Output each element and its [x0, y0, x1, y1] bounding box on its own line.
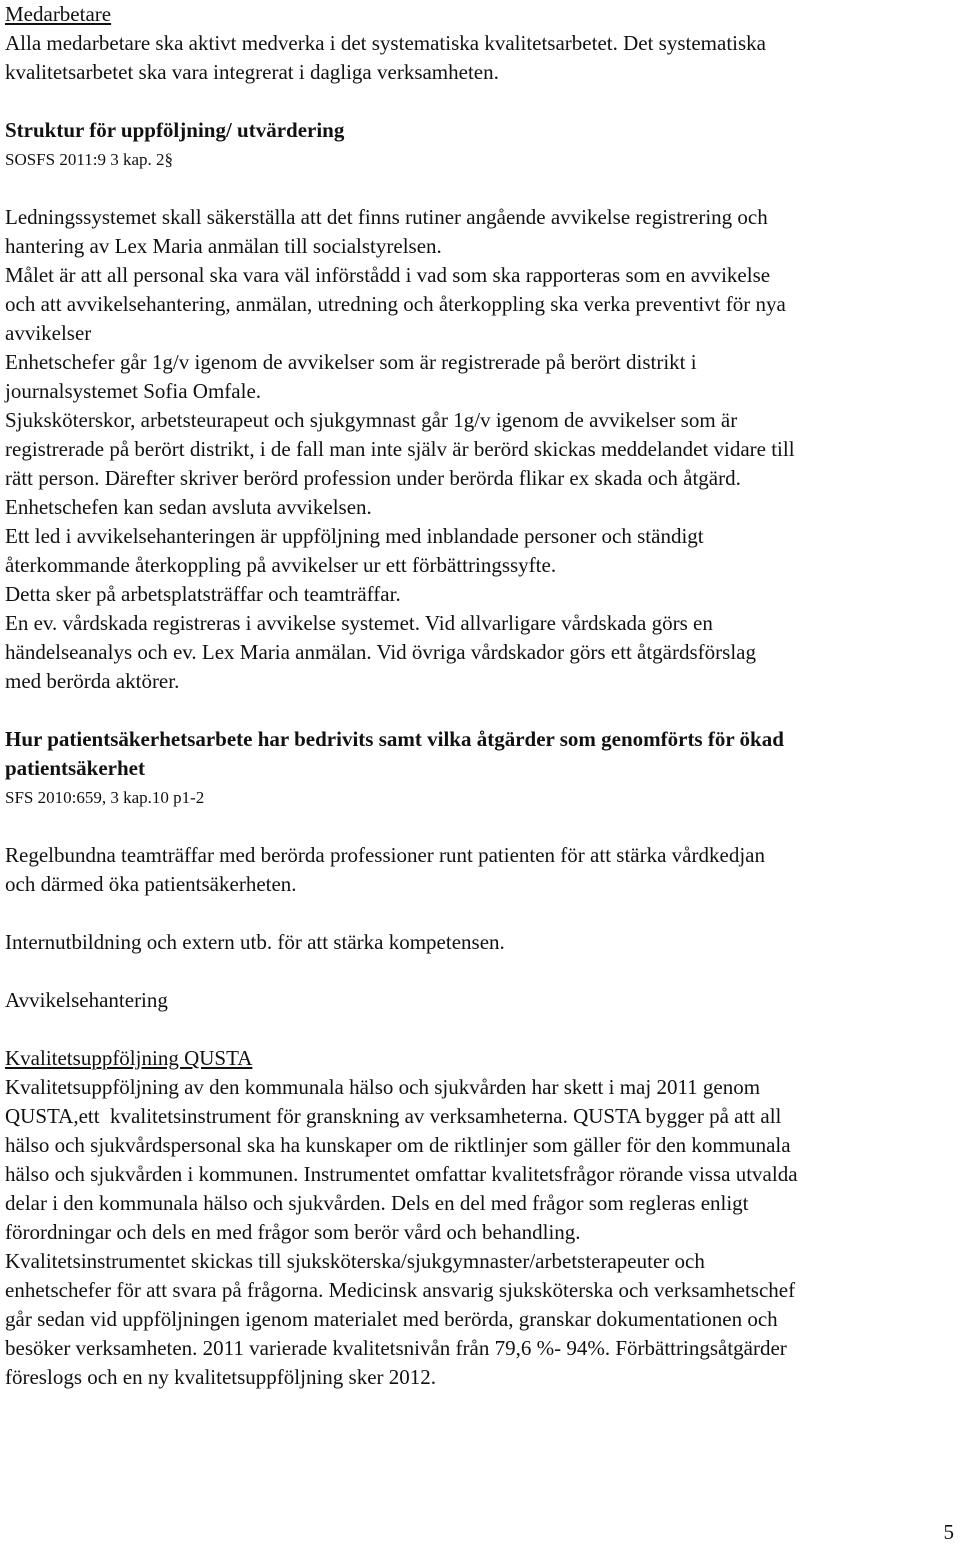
spacer — [5, 174, 957, 203]
paragraph-line: journalsystemet Sofia Omfale. — [5, 379, 262, 403]
document-page — [5, 0, 957, 1392]
paragraph-line: Avvikelsehantering — [5, 988, 168, 1012]
paragraph-line: enhetschefer för att svara på frågorna. Medicinsk ansvarig sjuksköterska och verksamhetschef — [5, 1278, 796, 1302]
paragraph-line: registrerade på berört distrikt, i de fall man inte själv är berörd skickas meddelandet vidare till — [5, 437, 795, 461]
paragraph-line: Internutbildning och extern utb. för att stärka kompetensen. — [5, 930, 505, 954]
paragraph-line: och att avvikelsehantering, anmälan, utredning och återkoppling ska verka preventivt för nya — [5, 292, 786, 316]
section-heading-qusta: Kvalitetsuppföljning QUSTA — [5, 1046, 253, 1070]
section-heading-struktur: Struktur för uppföljning/ utvärdering — [5, 118, 345, 142]
paragraph-line: Målet är att all personal ska vara väl införstådd i vad som ska rapporteras som en avvikelse — [5, 263, 771, 287]
paragraph-line: Ledningssystemet skall säkerställa att det finns rutiner angående avvikelse registrering och — [5, 205, 768, 229]
paragraph-line: rätt person. Därefter skriver berörd profession under berörda flikar ex skada och åtgärd. — [5, 466, 741, 490]
spacer — [5, 1015, 957, 1044]
paragraph-line: besöker verksamheten. 2011 varierade kvalitetsnivån från 79,6 %- 94%. Förbättringsåtgärder — [5, 1336, 787, 1360]
spacer — [5, 812, 957, 841]
paragraph-line: återkommande återkoppling på avvikelser ur ett förbättringssyfte. — [5, 553, 557, 577]
section-heading-patientsakerhet-cont: patientsäkerhet — [5, 756, 145, 780]
paragraph-line: hantering av Lex Maria anmälan till socialstyrelsen. — [5, 234, 442, 258]
section-heading-medarbetare: Medarbetare — [5, 2, 112, 26]
paragraph-line: Kvalitetsinstrumentet skickas till sjuksköterska/sjukgymnaster/arbetsterapeuter och — [5, 1249, 705, 1273]
paragraph-line: En ev. vårdskada registreras i avvikelse systemet. Vid allvarligare vårdskada görs en — [5, 611, 713, 635]
section-heading-patientsakerhet: Hur patientsäkerhetsarbete har bedrivits samt vilka åtgärder som genomförts för ökad — [5, 727, 784, 751]
paragraph-line: Ett led i avvikelsehanteringen är uppföljning med inblandade personer och ständigt — [5, 524, 704, 548]
paragraph-line: Kvalitetsuppföljning av den kommunala hälso och sjukvården har skett i maj 2011 genom — [5, 1075, 761, 1099]
paragraph-line: Enhetschefer går 1g/v igenom de avvikelser som är registrerade på berört distrikt i — [5, 350, 697, 374]
paragraph-line: hälso och sjukvården i kommunen. Instrumentet omfattar kvalitetsfrågor rörande vissa utvalda — [5, 1162, 798, 1186]
paragraph-line: avvikelser — [5, 321, 92, 345]
paragraph-line: föreslogs och en ny kvalitetsuppföljning sker 2012. — [5, 1365, 437, 1389]
paragraph-line: Enhetschefen kan sedan avsluta avvikelsen. — [5, 495, 372, 519]
paragraph-line: Detta sker på arbetsplatsträffar och teamträffar. — [5, 582, 401, 606]
paragraph-line: kvalitetsarbetet ska vara integrerat i dagliga verksamheten. — [5, 60, 499, 84]
paragraph-line: händelseanalys och ev. Lex Maria anmälan. Vid övriga vårdskador görs ett åtgärdsförslag — [5, 640, 756, 664]
spacer — [5, 957, 957, 986]
page-number: 5 — [943, 1520, 954, 1544]
paragraph-line: Regelbundna teamträffar med berörda professioner runt patienten för att stärka vårdkedjan — [5, 843, 765, 867]
legal-reference: SOSFS 2011:9 3 kap. 2§ — [5, 150, 173, 169]
paragraph-line: Alla medarbetare ska aktivt medverka i det systematiska kvalitetsarbetet. Det systematiska — [5, 31, 766, 55]
paragraph-line: delar i den kommunala hälso och sjukvården. Dels en del med frågor som regleras enligt — [5, 1191, 749, 1215]
section-sign-icon: § — [164, 150, 173, 169]
spacer — [5, 899, 957, 928]
paragraph-line: hälso och sjukvårdspersonal ska ha kunskaper om de riktlinjer som gäller för den kommunala — [5, 1133, 791, 1157]
paragraph-line: med berörda aktörer. — [5, 669, 180, 693]
spacer — [5, 87, 957, 116]
paragraph-line: QUSTA,ett kvalitetsinstrument för granskning av verksamheterna. QUSTA bygger på att all — [5, 1104, 782, 1128]
spacer — [5, 696, 957, 725]
paragraph-line: förordningar och dels en med frågor som berör vård och behandling. — [5, 1220, 581, 1244]
paragraph-line: Sjuksköterskor, arbetsteurapeut och sjukgymnast går 1g/v igenom de avvikelser som är — [5, 408, 738, 432]
legal-reference: SFS 2010:659, 3 kap.10 p1-2 — [5, 788, 205, 807]
paragraph-line: går sedan vid uppföljningen igenom materialet med berörda, granskar dokumentationen och — [5, 1307, 778, 1331]
paragraph-line: och därmed öka patientsäkerheten. — [5, 872, 297, 896]
